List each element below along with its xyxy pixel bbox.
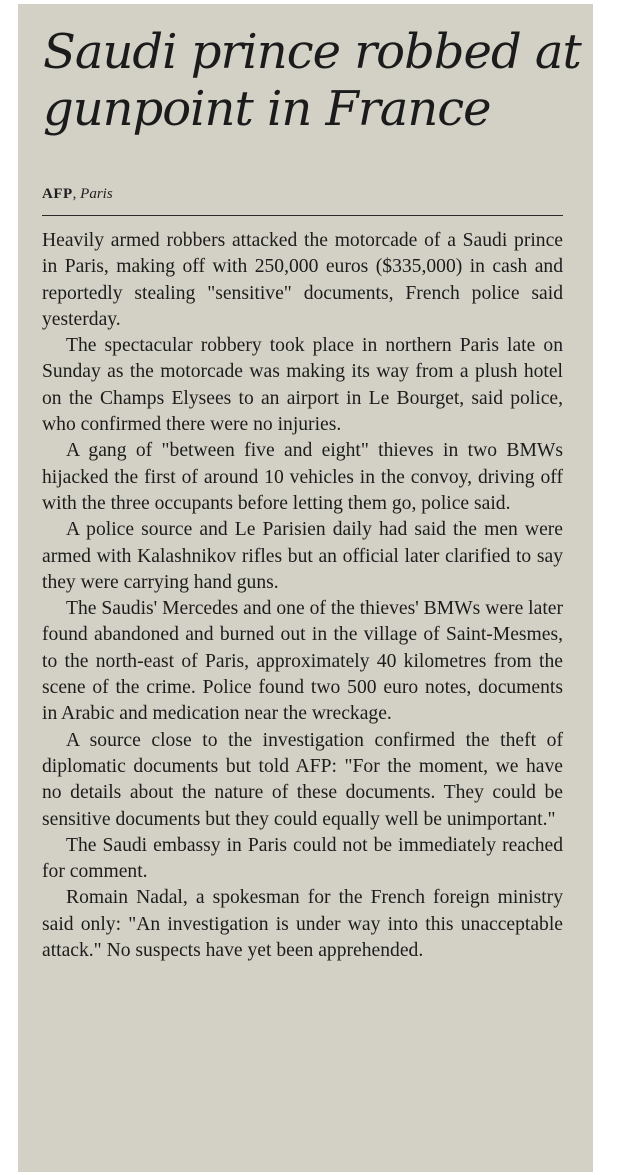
byline — [42, 186, 113, 203]
paragraph: Romain Nadal, a spokesman for the French foreign ministry said only: "An investigation is under way into this unacceptable attack." No suspects have yet been apprehended. — [42, 887, 563, 962]
paragraph: The Saudis' Mercedes and one of the thieves' BMWs were later found abandoned and burned out in the village of Saint-Mesmes, to the north-east of Paris, approximately 40 kilometres from the scene of the crime. Police found two 500 euro notes, documents in Arabic and medication near the wreckage. — [42, 598, 563, 725]
paragraph: The spectacular robbery took place in northern Paris late on Sunday as the motorcade was making its way from a plush hotel on the Champs Elysees to an airport in Le Bourget, said police, who confirmed there were no injuries. — [42, 335, 563, 436]
paragraph: The Saudi embassy in Paris could not be immediately reached for comment. — [42, 834, 563, 883]
paragraph: Heavily armed robbers attacked the motorcade of a Saudi prince in Paris, making off with 250,000 euros ($335,000) in cash and reportedly stealing "sensitive" documents, French police said yesterday. — [42, 230, 563, 330]
byline-location: Paris — [80, 186, 113, 202]
byline-separator: , — [72, 186, 81, 202]
paragraph: A police source and Le Parisien daily had said the men were armed with Kalashnikov rifles but an official later clarified to say they were carrying hand guns. — [42, 519, 563, 593]
byline-agency: AFP — [42, 186, 73, 202]
article-body — [42, 228, 563, 964]
byline-divider — [42, 215, 563, 216]
newspaper-clipping — [18, 4, 593, 1172]
paragraph: A gang of "between five and eight" thieves in two BMWs hijacked the first of around 10 vehicles in the convoy, driving off with the three occupants before letting them go, police said. — [42, 440, 563, 514]
paragraph: A source close to the investigation confirmed the theft of diplomatic documents but told AFP: "For the moment, we have no details about the nature of these documents. They could be sensitive documents but they could equally well be unimportant." — [42, 729, 563, 830]
headline: Saudi prince robbed at gunpoint in France — [43, 24, 581, 137]
